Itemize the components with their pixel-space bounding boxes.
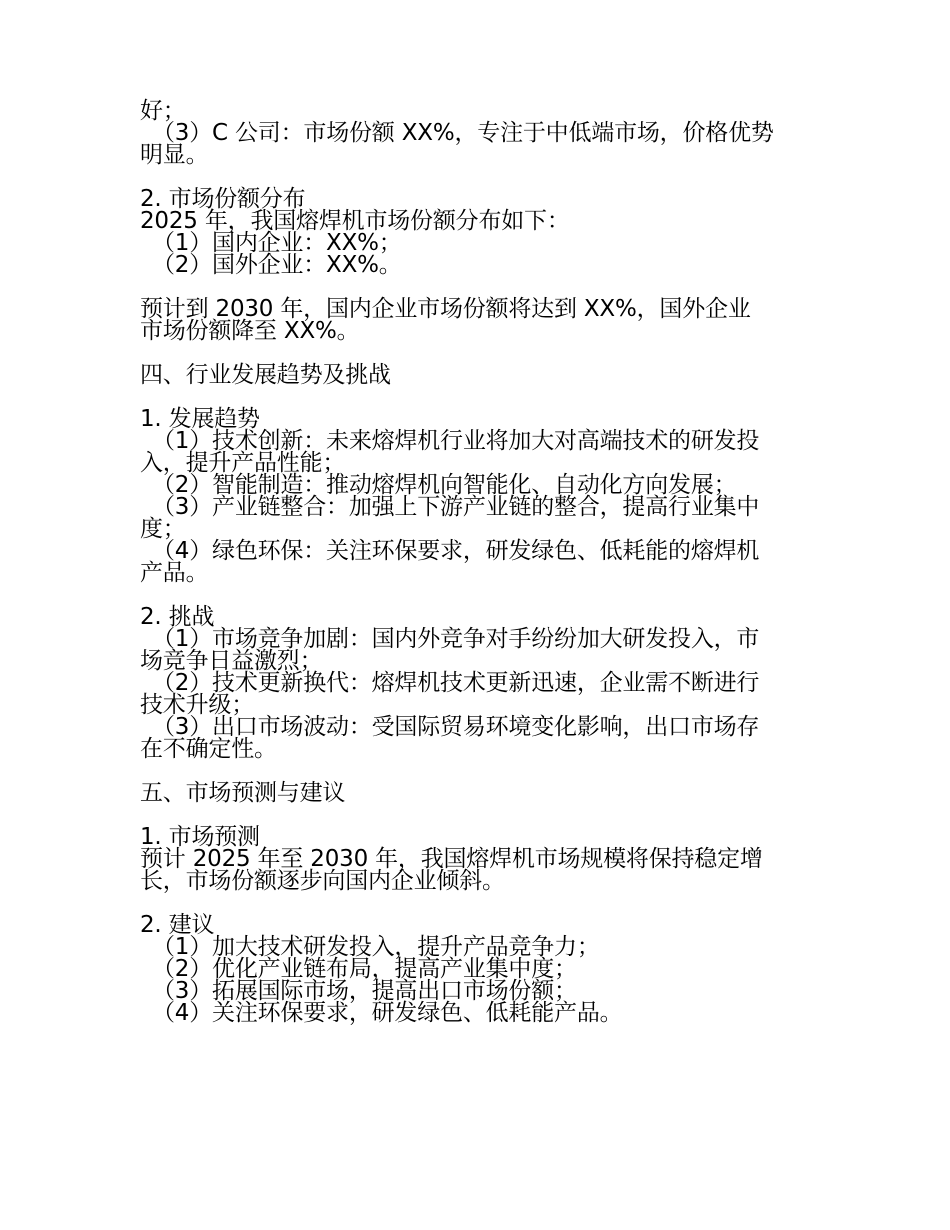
list-item: （2）智能制造：推动熔焊机向智能化、自动化方向发展； (152, 472, 737, 498)
text-line: 预计 2025 年至 2030 年，我国熔焊机市场规模将保持稳定增 (140, 846, 763, 872)
text-line: 在不确定性。 (140, 736, 277, 762)
section-heading: 1. 发展趋势 (140, 406, 260, 432)
list-item: （1）国内企业：XX%； (152, 230, 402, 256)
paragraph-gap (140, 584, 810, 606)
paragraph-gap (140, 760, 810, 782)
text-line: 市场份额降至 XX%。 (140, 318, 360, 344)
market-forecast-section (140, 826, 810, 892)
paragraph-gap (140, 804, 810, 826)
text-line: 技术升级； (140, 692, 255, 718)
market-share-section (140, 188, 810, 276)
text-line: 2025 年，我国熔焊机市场份额分布如下： (140, 208, 570, 234)
paragraph-gap (140, 386, 810, 408)
section-heading: 2. 挑战 (140, 604, 215, 630)
section-heading: 1. 市场预测 (140, 824, 260, 850)
share-forecast-paragraph (140, 298, 810, 342)
text-line: 入，提升产品性能； (140, 450, 346, 476)
list-item: （1）加大技术研发投入，提升产品竞争力； (152, 934, 600, 960)
text-line: 好； (140, 98, 186, 124)
section-heading: 2. 市场份额分布 (140, 186, 306, 212)
trends-section (140, 408, 810, 584)
text-line: 度； (140, 516, 186, 542)
list-item: （3）产业链整合：加强上下游产业链的整合，提高行业集中 (152, 494, 760, 520)
list-item: （2）国外企业：XX%。 (152, 252, 402, 278)
list-item: （4）绿色环保：关注环保要求，研发绿色、低耗能的熔焊机 (152, 538, 760, 564)
document-page (140, 100, 810, 1024)
intro-paragraph (140, 100, 810, 166)
advice-section (140, 914, 810, 1024)
paragraph-gap (140, 276, 810, 298)
text-line: 场竞争日益激烈； (140, 648, 323, 674)
list-item: （3）出口市场波动：受国际贸易环境变化影响，出口市场存 (152, 714, 760, 740)
paragraph-gap (140, 892, 810, 914)
list-item: （3）拓展国际市场，提高出口市场份额； (152, 978, 577, 1004)
list-item: （1）技术创新：未来熔焊机行业将加大对高端技术的研发投 (152, 428, 760, 454)
paragraph-gap (140, 342, 810, 364)
challenges-section (140, 606, 810, 760)
text-line: 长，市场份额逐步向国内企业倾斜。 (140, 868, 505, 894)
text-line: （3）C 公司：市场份额 XX%，专注于中低端市场，价格优势 (152, 120, 774, 146)
paragraph-gap (140, 166, 810, 188)
list-item: （2）优化产业链布局，提高产业集中度； (152, 956, 577, 982)
text-line: 明显。 (140, 142, 209, 168)
list-item: （2）技术更新换代：熔焊机技术更新迅速，企业需不断进行 (152, 670, 760, 696)
text-line: 产品。 (140, 560, 209, 586)
list-item: （1）市场竞争加剧：国内外竞争对手纷纷加大研发投入，市 (152, 626, 760, 652)
chapter-heading: 四、行业发展趋势及挑战 (140, 362, 391, 388)
text-line: 预计到 2030 年，国内企业市场份额将达到 XX%，国外企业 (140, 296, 751, 322)
chapter-heading: 五、市场预测与建议 (140, 780, 346, 806)
section-heading: 2. 建议 (140, 912, 215, 938)
list-item: （4）关注环保要求，研发绿色、低耗能产品。 (152, 1000, 623, 1026)
